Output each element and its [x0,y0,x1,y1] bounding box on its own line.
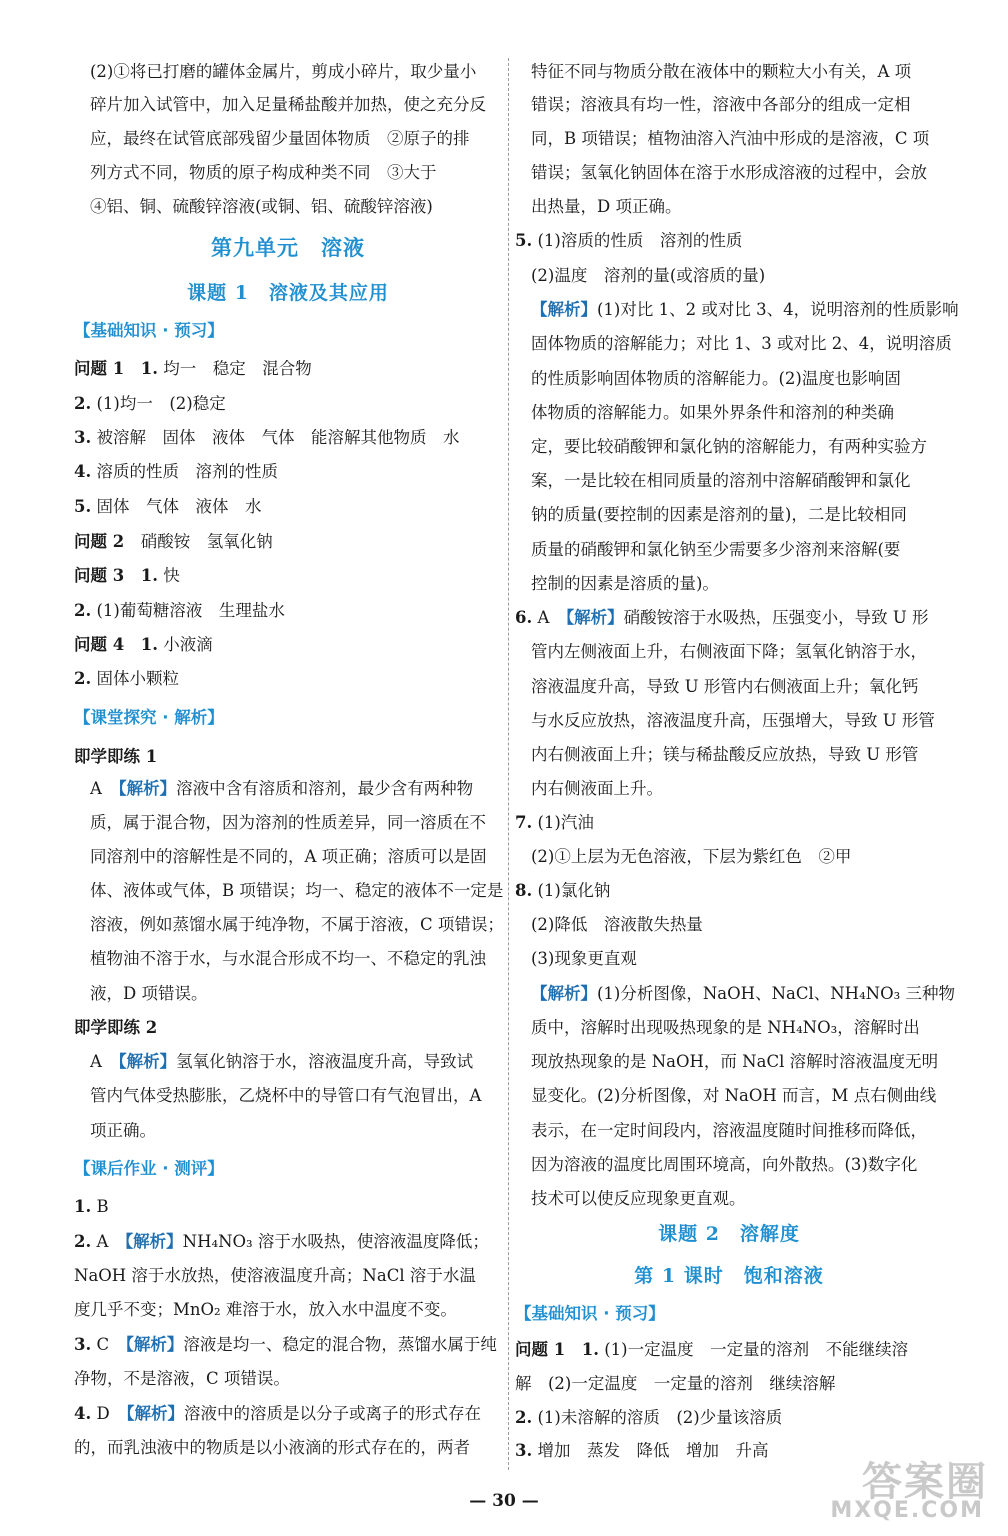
left-text-line: 问题 2 硝酸铵 氢氧化钠 [74,532,273,551]
right-text-line: 5. (1)溶质的性质 溶剂的性质 [515,231,743,250]
left-text-line: 4. 溶质的性质 溶剂的性质 [74,462,278,481]
right-text-line: 【基础知识 · 预习】 [515,1304,665,1323]
left-text-line: 2. 固体小颗粒 [74,669,179,688]
left-text-line: 4. D 【解析】溶液中的溶质是以分子或离子的形式存在 [74,1404,481,1423]
watermark-main: 答案圈 [862,1459,988,1505]
right-text-line: 问题 1 1. (1)一定温度 一定量的溶剂 不能继续溶 [515,1340,909,1359]
left-text-line: 应，最终在试管底部残留少量固体物质 ②原子的排 [90,129,470,148]
right-text-line: (2)温度 溶剂的量(或溶质的量) [531,266,766,285]
watermark-sub: MXQE.COM [830,1498,984,1523]
right-text-line: 错误；氢氧化钠固体在溶于水形成溶液的过程中，会放 [531,163,927,182]
right-text-line: 定，要比较硝酸钾和氯化钠的溶解能力，有两种实验方 [531,437,927,456]
right-text-line: 内右侧液面上升；镁与稀盐酸反应放热，导致 U 形管 [531,745,919,764]
left-text-line: 2. (1)均一 (2)稳定 [74,394,226,413]
column-divider [508,58,509,1470]
right-text-line: 质中，溶解时出现吸热现象的是 NH₄NO₃，溶解时出 [531,1018,920,1037]
left-text-line: 1. B [74,1197,109,1216]
left-text-line: 问题 1 1. 均一 稳定 混合物 [74,359,312,378]
left-text-line: 3. 被溶解 固体 液体 气体 能溶解其他物质 水 [74,428,460,447]
left-text-line: 问题 3 1. 快 [74,566,180,585]
right-text-line: 特征不同与物质分散在液体中的颗粒大小有关，A 项 [531,62,912,81]
left-text-line: 项正确。 [90,1121,156,1140]
right-text-line: 2. (1)未溶解的溶质 (2)少量该溶质 [515,1408,783,1427]
right-text-line: 体物质的溶解能力。如果外界条件和溶剂的种类确 [531,403,894,422]
left-text-line: (2)①将已打磨的罐体金属片，剪成小碎片，取少量小 [90,62,477,81]
left-text-line: 3. C 【解析】溶液是均一、稳定的混合物，蒸馏水属于纯 [74,1335,497,1354]
right-text-line: 管内左侧液面上升，右侧液面下降；氢氧化钠溶于水， [531,642,927,661]
right-text-line: 控制的因素是溶质的量)。 [531,574,719,593]
right-text-line: 显变化。(2)分析图像，对 NaOH 而言，M 点右侧曲线 [531,1086,937,1105]
right-text-line: 6. A 【解析】硝酸铵溶于水吸热，压强变小，导致 U 形 [515,608,929,627]
right-text-line: (2)①上层为无色溶液，下层为紫红色 ②甲 [531,847,852,866]
page-number: — 30 — [469,1491,539,1511]
left-text-line: 体、液体或气体，B 项错误；均一、稳定的液体不一定是 [90,881,504,900]
right-text-line: 3. 增加 蒸发 降低 增加 升高 [515,1441,769,1460]
right-text-line: 第 1 课时 饱和溶液 [634,1265,824,1287]
right-text-line: 因为溶液的温度比周围环境高，向外散热。(3)数字化 [531,1155,918,1174]
left-text-line: 课题 1 溶液及其应用 [187,282,389,304]
left-text-line: 【课堂探究 · 解析】 [74,708,224,727]
right-text-line: 出热量，D 项正确。 [531,197,682,216]
right-text-line: 【解析】(1)对比 1、2 或对比 3、4，说明溶剂的性质影响 [531,300,959,319]
right-text-line: 错误；溶液具有均一性，溶液中各部分的组成一定相 [531,95,911,114]
left-text-line: 【基础知识 · 预习】 [74,321,224,340]
left-text-line: 管内气体受热膨胀，乙烧杯中的导管口有气泡冒出，A [90,1086,482,1105]
left-text-line: ④铝、铜、硫酸锌溶液(或铜、铝、硫酸锌溶液) [90,197,433,216]
right-text-line: (2)降低 溶液散失热量 [531,915,703,934]
left-text-line: 列方式不同，物质的原子构成种类不同 ③大于 [90,163,437,182]
left-text-line: 问题 4 1. 小液滴 [74,635,213,654]
right-text-line: 【解析】(1)分析图像，NaOH、NaCl、NH₄NO₃ 三种物 [531,984,956,1003]
left-text-line: 的，而乳浊液中的物质是以小液滴的形式存在的，两者 [74,1438,470,1457]
right-text-line: (3)现象更直观 [531,949,637,968]
left-text-line: 即学即练 1 [74,747,158,766]
right-text-line: 钠的质量(要控制的因素是溶剂的量)，二是比较相同 [531,505,907,524]
right-text-line: 现放热现象的是 NaOH，而 NaCl 溶解时溶液温度无明 [531,1052,939,1071]
right-text-line: 内右侧液面上升。 [531,779,663,798]
left-text-line: 溶液，例如蒸馏水属于纯净物，不属于溶液，C 项错误； [90,915,504,934]
right-text-line: 案，一是比较在相同质量的溶剂中溶解硝酸钾和氯化 [531,471,911,490]
left-text-line: 植物油不溶于水，与水混合形成不均一、不稳定的乳浊 [90,949,486,968]
right-text-line: 的性质影响固体物质的溶解能力。(2)温度也影响固 [531,369,901,388]
left-text-line: 2. A 【解析】NH₄NO₃ 溶于水吸热，使溶液温度降低； [74,1232,489,1251]
left-text-line: 第九单元 溶液 [211,235,365,260]
right-text-line: 与水反应放热，溶液温度升高，压强增大，导致 U 形管 [531,711,935,730]
left-text-line: 度几乎不变；MnO₂ 难溶于水，放入水中温度不变。 [74,1300,457,1319]
left-text-line: 2. (1)葡萄糖溶液 生理盐水 [74,601,285,620]
left-text-line: 质，属于混合物，因为溶剂的性质差异，同一溶质在不 [90,813,486,832]
right-text-line: 8. (1)氯化钠 [515,881,611,900]
left-text-line: 净物，不是溶液，C 项错误。 [74,1369,290,1388]
right-text-line: 7. (1)汽油 [515,813,594,832]
watermark-logo [806,1450,996,1530]
right-text-line: 质量的硝酸钾和氯化钠至少需要多少溶剂来溶解(要 [531,540,901,559]
left-text-line: 液，D 项错误。 [90,984,208,1003]
left-text-line: 5. 固体 气体 液体 水 [74,497,262,516]
left-text-line: A 【解析】氢氧化钠溶于水，溶液温度升高，导致试 [90,1052,474,1071]
left-text-line: NaOH 溶于水放热，使溶液温度升高；NaCl 溶于水温 [74,1266,476,1285]
left-text-line: 同溶剂中的溶解性是不同的，A 项正确；溶质可以是固 [90,847,487,866]
right-text-line: 技术可以使反应现象更直观。 [531,1189,746,1208]
right-text-line: 溶液温度升高，导致 U 形管内右侧液面上升；氧化钙 [531,677,919,696]
right-text-line: 课题 2 溶解度 [658,1223,800,1245]
left-text-line: 即学即练 2 [74,1018,158,1037]
left-text-line: A 【解析】溶液中含有溶质和溶剂，最少含有两种物 [90,779,474,798]
right-text-line: 固体物质的溶解能力；对比 1、3 或对比 2、4，说明溶质 [531,334,952,353]
left-text-line: 【课后作业 · 测评】 [74,1159,224,1178]
right-text-line: 解 (2)一定温度 一定量的溶剂 继续溶解 [515,1374,836,1393]
right-text-line: 同，B 项错误；植物油溶入汽油中形成的是溶液，C 项 [531,129,930,148]
left-text-line: 碎片加入试管中，加入足量稀盐酸并加热，使之充分反 [90,95,486,114]
right-text-line: 表示，在一定时间段内，溶液温度随时间推移而降低， [531,1121,927,1140]
